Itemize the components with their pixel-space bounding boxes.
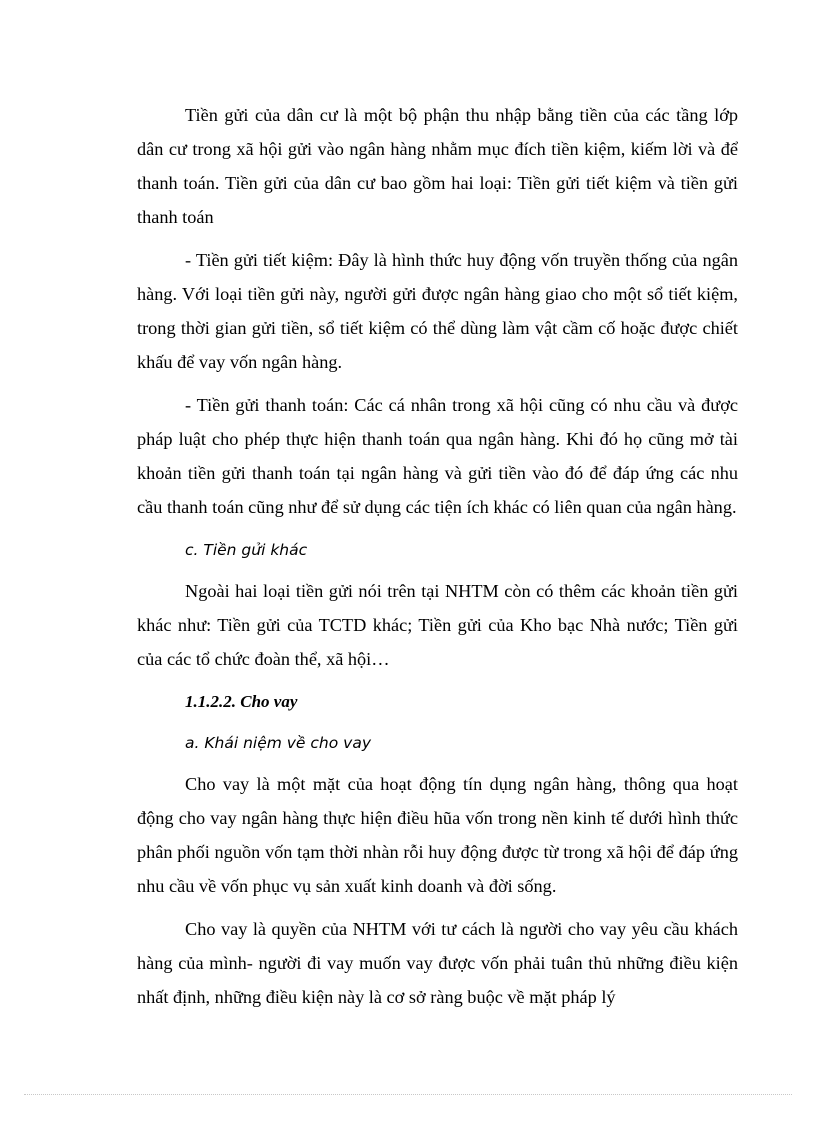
paragraph-dan-cu-deposits: Tiền gửi của dân cư là một bộ phận thu nhập bằng tiền của các tầng lớp dân cư trong xã hội gửi vào ngân hàng nhằm mục đích tiền kiệm, kiếm lời và để thanh toán. Tiền gửi của dân cư bao gồm hai loại: Tiền gửi tiết kiệm và tiền gửi thanh toán <box>137 105 738 227</box>
heading-lending-concept: a. Khái niệm về cho vay <box>185 734 371 752</box>
paragraph-lending-definition: Cho vay là một mặt của hoạt động tín dụng ngân hàng, thông qua hoạt động cho vay ngân hàng thực hiện điều hũa vốn trong nền kinh tế dưới hình thức phân phối nguồn vốn tạm thời nhàn rỗi huy động được từ trong xã hội để đáp ứng nhu cầu về vốn phục vụ sản xuất kinh doanh và đời sống. <box>137 774 738 896</box>
section-heading-lending: 1.1.2.2. Cho vay <box>185 692 298 711</box>
heading-other-deposits: c. Tiền gửi khác <box>185 541 308 559</box>
footer-dotted-rule <box>24 1094 792 1095</box>
paragraph-other-deposits: Ngoài hai loại tiền gửi nói trên tại NHTM còn có thêm các khoản tiền gửi khác như: Tiền gửi của TCTD khác; Tiền gửi của Kho bạc Nhà nước; Tiền gửi của các tổ chức đoàn thể, xã hội… <box>137 581 738 669</box>
paragraph-payment-deposits: - Tiền gửi thanh toán: Các cá nhân trong xã hội cũng có nhu cầu và được pháp luật cho phép thực hiện thanh toán qua ngân hàng. Khi đó họ cũng mở tài khoản tiền gửi thanh toán tại ngân hàng và gửi tiền vào đó để đáp ứng các nhu cầu thanh toán cũng như để sử dụng các tiện ích khác có liên quan của ngân hàng. <box>137 395 738 517</box>
document-body <box>137 98 738 1023</box>
paragraph-lending-rights: Cho vay là quyền của NHTM với tư cách là người cho vay yêu cầu khách hàng của mình- người đi vay muốn vay được vốn phải tuân thủ những điều kiện nhất định, những điều kiện này là cơ sở ràng buộc về mặt pháp lý <box>137 919 738 1007</box>
paragraph-savings-deposits: - Tiền gửi tiết kiệm: Đây là hình thức huy động vốn truyền thống của ngân hàng. Với loại tiền gửi này, người gửi được ngân hàng giao cho một sổ tiết kiệm, trong thời gian gửi tiền, sổ tiết kiệm có thể dùng làm vật cầm cố hoặc được chiết khấu để vay vốn ngân hàng. <box>137 250 738 372</box>
